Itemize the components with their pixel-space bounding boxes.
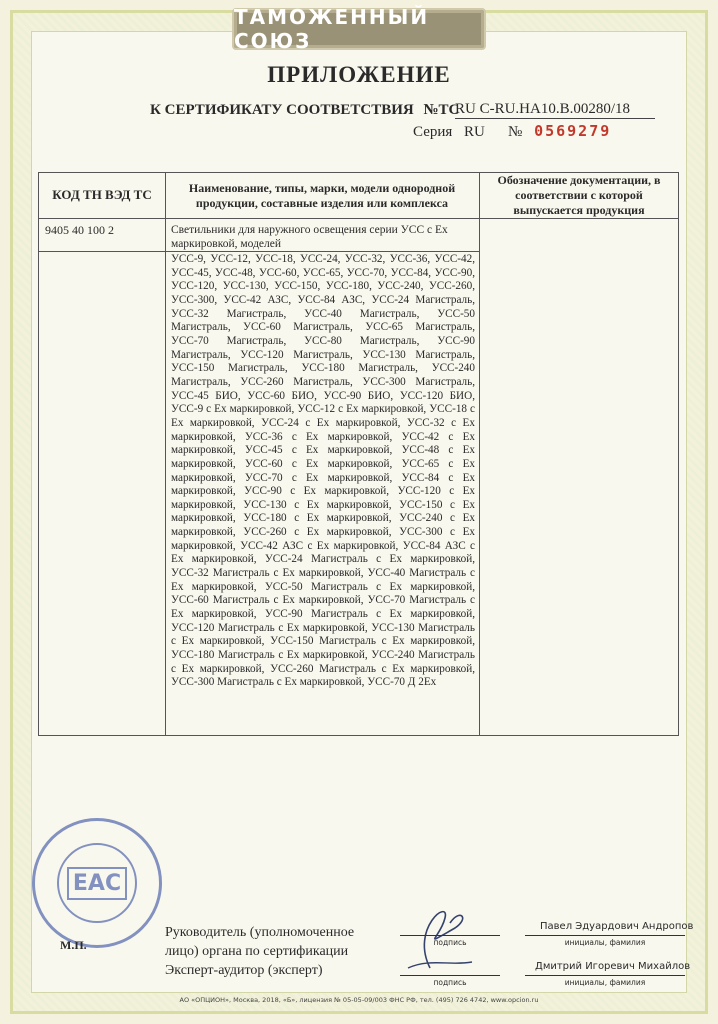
no-label: № — [508, 124, 523, 140]
seal-place-label: М.П. — [60, 938, 87, 952]
expert-name: Дмитрий Игоревич Михайлов — [535, 961, 691, 972]
products-table — [38, 172, 679, 736]
page-title: ПРИЛОЖЕНИЕ — [267, 62, 451, 87]
head-name: Павел Эдуардович Андропов — [540, 921, 694, 932]
product-intro: Светильники для наружного освещения серии УСС с Ex маркировкой, моделей — [171, 224, 448, 251]
header-name: Наименование, типы, марки, модели однородной продукции, составные изделия или комплекса — [165, 173, 479, 219]
head-signature-line — [400, 935, 500, 936]
eac-seal-text: ЕАС — [67, 867, 127, 900]
head-name-caption: инициалы, фамилия — [564, 938, 646, 947]
product-models: УСС-9, УСС-12, УСС-18, УСС-24, УСС-32, УСС-36, УСС-42, УСС-45, УСС-48, УСС-60, УСС-65, УСС-70, УСС-84, УСС-90, УСС-120, УСС-130, УСС-150, УСС-180, УСС-240, УСС-260, УСС-300, УСС-42 АЗС, УСС-84 АЗС, УСС-24 Магистраль, УСС-32 Магистраль, УСС-40 Магистраль, УСС-50 Магистраль, УСС-60 Магистраль, УСС-65 Магистраль, УСС-70 Магистраль, УСС-80 Магистраль, УСС-90 Магистраль, УСС-120 Магистраль, УСС-130 Магистраль, УСС-150 Магистраль, УСС-180 Магистраль, УСС-240 Магистраль, УСС-260 Магистраль, УСС-300 Магистраль, УСС-45 БИО, УСС-60 БИО, УСС-90 БИО, УСС-120 БИО, УСС-9 с Ex маркировкой, УСС-12 с Ex маркировкой, УСС-18 с Ex маркировкой, УСС-24 с Ex маркировкой, УСС-32 с Ex маркировкой, УСС-36 с Ex маркировкой, УСС-42 с Ex маркировкой, УСС-45 с Ex маркировкой, УСС-48 с Ex маркировкой, УСС-60 с Ex маркировкой, УСС-65 с Ex маркировкой, УСС-70 с Ex маркировкой, УСС-84 с Ex маркировкой, УСС-90 с Ex маркировкой, УСС-120 с Ex маркировкой, УСС-130 с Ex маркировкой, УСС-150 с Ex маркировкой, УСС-180 с Ex маркировкой, УСС-240 с Ex маркировкой, УСС-260 с Ex маркировкой, УСС-300 с Ex маркировкой, УСС-42 АЗС с Ex маркировкой, УСС-84 АЗС с Ex маркировкой, УСС-24 Магистраль с Ex маркировкой, УСС-32 Магистраль с Ex маркировкой, УСС-40 Магистраль с Ex маркировкой, УСС-50 Магистраль с Ex маркировкой, УСС-60 Магистраль с Ex маркировкой, УСС-70 Магистраль с Ex маркировкой, УСС-90 Магистраль с Ex маркировкой, УСС-120 Магистраль с Ex маркировкой, УСС-130 Магистраль с Ex маркировкой, УСС-150 Магистраль с Ex маркировкой, УСС-180 Магистраль с Ex маркировкой, УСС-240 Магистраль с Ex маркировкой, УСС-260 Магистраль с Ex маркировкой, УСС-300 Магистраль с Ex маркировкой, УСС-70 Д 2Ex — [171, 253, 475, 689]
head-role: Руководитель (уполномоченное лицо) органа по сертификации — [165, 925, 355, 959]
series-number-block — [508, 122, 611, 141]
series-label — [413, 124, 485, 141]
code-column — [39, 173, 166, 735]
header-code: КОД ТН ВЭД ТС — [39, 173, 165, 219]
subtitle-text: К СЕРТИФИКАТУ СООТВЕТСТВИЯ — [150, 102, 414, 118]
expert-role: Эксперт-аудитор (эксперт) — [165, 963, 323, 978]
cert-prefix: №ТС — [423, 102, 460, 118]
header-documentation: Обозначение документации, в соответствии с которой выпускается продукция — [479, 173, 679, 219]
expert-name-caption: инициалы, фамилия — [564, 978, 646, 987]
expert-signature-line — [400, 975, 500, 976]
hs-code: 9405 40 100 2 — [45, 223, 114, 237]
certificate-subtitle — [150, 102, 459, 119]
signature-scribble — [400, 888, 480, 978]
series-label-text: Серия — [413, 124, 453, 140]
printer-footer: АО «ОПЦИОН», Москва, 2018, «Б», лицензия № 05-05-09/003 ФНС РФ, тел. (495) 726 4742, www.opcion.ru — [179, 996, 539, 1004]
expert-name-line — [525, 975, 685, 976]
series-value: RU — [464, 124, 485, 140]
head-name-line — [525, 935, 685, 936]
seal-inner-ring — [57, 843, 137, 923]
eac-seal — [32, 818, 162, 948]
series-number: 0569279 — [534, 122, 612, 140]
head-signature-caption: подпись — [433, 938, 467, 947]
expert-signature-caption: подпись — [433, 978, 467, 987]
certificate-number: RU С-RU.НА10.В.00280/18 — [455, 101, 655, 119]
customs-union-banner: ТАМОЖЕННЫЙ СОЮЗ — [232, 8, 486, 50]
